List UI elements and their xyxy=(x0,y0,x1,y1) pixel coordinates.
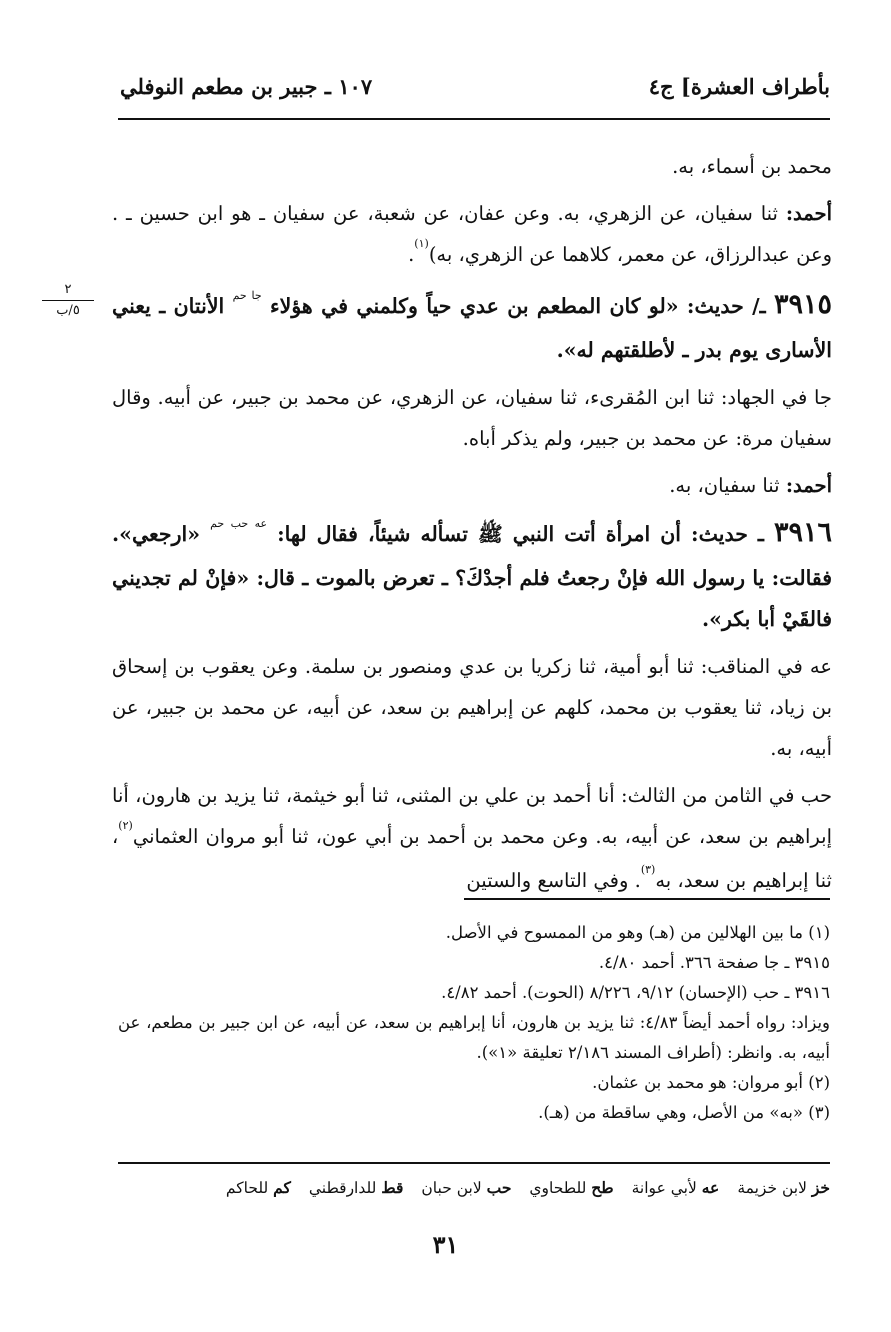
paragraph-text: عه في المناقب: ثنا أبو أمية، ثنا زكريا بن عدي ومنصور بن سلمة. وعن يعقوب بن إسحاق بن زياد، ثنا يعقوب بن محمد، كلهم عن إبراهيم بن سعد، عن أبيه، عن محمد بن جبير، عن أبيه، به. xyxy=(112,655,832,760)
header-chapter-title: ١٠٧ ـ جبير بن مطعم النوفلي xyxy=(120,73,373,99)
page-number: ٣١ xyxy=(432,1230,459,1259)
abbreviation-item xyxy=(737,1178,830,1197)
header-book-title: بأطراف العشرة] ج٤ xyxy=(648,73,830,99)
margin-folio-note xyxy=(42,282,94,319)
paragraph xyxy=(112,465,832,506)
abbreviation-meaning: لأبي عوانة xyxy=(631,1179,697,1197)
hadith-text-cont: الأنتان ـ يعني الأسارى يوم بدر ـ لأطلقتهم له». xyxy=(112,294,832,362)
hadith-text-cont: «ارجعي». فقالت: يا رسول الله فإنْ رجعتُ فلم أجدْكَ؟ ـ تعرض بالموت ـ قال: «فإنْ لم تجديني فالقَيْ أبا بكر». xyxy=(112,522,832,631)
paragraph xyxy=(112,377,832,459)
source-codes: عه حب حم xyxy=(210,517,268,530)
paragraph-text: جا في الجهاد: ثنا ابن المُقرىء، ثنا سفيان، عن الزهري، عن محمد بن جبير، عن أبيه. وقال سفيان مرة: عن محمد بن جبير، ولم يذكر أباه. xyxy=(112,386,832,450)
hadith-heading: ـ حديث: xyxy=(691,522,764,546)
source-label: أحمد: xyxy=(785,474,832,497)
margin-note-divider xyxy=(42,300,94,301)
abbreviation-rule xyxy=(118,1162,830,1164)
abbreviation-meaning: لابن حبان xyxy=(421,1179,482,1197)
abbreviation-item xyxy=(226,1178,291,1197)
margin-note-top: ٢ xyxy=(64,282,72,297)
header-rule xyxy=(118,118,830,120)
abbreviation-key xyxy=(118,1178,830,1197)
abbreviation-meaning: لابن خزيمة xyxy=(737,1179,807,1197)
punctuation: . xyxy=(408,243,415,266)
footnotes xyxy=(118,918,830,1128)
footnote: ويزاد: رواه أحمد أيضاً ٤/٨٣: ثنا يزيد بن هارون، أنا إبراهيم بن سعد، عن أبيه، عن ابن جبير بن مطعم، عن أبيه، به. وانظر: (أطراف المسند ٢/١٨٦ تعليقة «١»). xyxy=(118,1013,831,1062)
abbreviation-meaning: للطحاوي xyxy=(529,1179,587,1197)
source-label: أحمد: xyxy=(785,202,832,225)
paragraph-text: . وفي التاسع والستين xyxy=(466,869,641,892)
abbreviation-item xyxy=(529,1178,613,1197)
running-header xyxy=(120,68,830,104)
abbreviation-code: حب xyxy=(486,1178,512,1197)
hadith-number: ٣٩١٥ xyxy=(774,289,833,320)
main-text xyxy=(112,146,832,910)
hadith-text: «لو كان المطعم بن عدي حياً وكلمني في هؤلاء xyxy=(270,294,679,318)
hadith-3915 xyxy=(112,284,832,371)
paragraph-text: ثنا سفيان، به. xyxy=(669,474,780,497)
abbreviation-code: قط xyxy=(381,1178,404,1197)
abbreviation-code: خز xyxy=(811,1178,830,1197)
paragraph xyxy=(112,775,832,904)
paragraph-text: ، ثنا إبراهيم بن سعد، به xyxy=(112,825,832,892)
hadith-3916 xyxy=(112,512,832,640)
footnote: (٣) «به» من الأصل، وهي ساقطة من (هـ). xyxy=(538,1103,830,1122)
footnote: (١) ما بين الهلالين من (هـ) وهو من الممسوح في الأصل. xyxy=(445,923,830,942)
abbreviation-code: كم xyxy=(273,1178,291,1197)
paragraph-text: حب في الثامن من الثالث: أنا أحمد بن علي بن المثنى، ثنا أبو خيثمة، ثنا يزيد بن هارون، أنا إبراهيم بن سعد، عن أبيه، به. وعن محمد بن أحمد بن أبي عون، ثنا أبو مروان العثماني xyxy=(112,784,832,848)
footnote-ref: (٣) xyxy=(640,863,656,876)
paragraph-text: ثنا سفيان، عن الزهري، به. وعن عفان، عن شعبة، عن سفيان ـ هو ابن حسين ـ . وعن عبدالرزاق، عن معمر، كلاهما عن الزهري، به) xyxy=(112,202,832,266)
footnote-ref: (١) xyxy=(414,237,429,250)
abbreviation-item xyxy=(309,1178,404,1197)
margin-note-bottom: ٥/ب xyxy=(56,303,80,318)
paragraph xyxy=(112,146,832,187)
footnote: ٣٩١٥ ـ جا صفحة ٣٦٦. أحمد ٤/٨٠. xyxy=(598,953,830,972)
abbreviation-code: طح xyxy=(591,1178,614,1197)
footnote-ref: (٢) xyxy=(118,819,133,832)
source-codes: جا حم xyxy=(232,289,262,302)
abbreviation-meaning: للدارقطني xyxy=(308,1179,377,1197)
paragraph-text: محمد بن أسماء، به. xyxy=(672,155,832,178)
hadith-text: أن امرأة أتت النبي ﷺ تسأله شيئاً، فقال لها: xyxy=(277,522,681,546)
footnote: ٣٩١٦ ـ حب (الإحسان) ٩/١٢، ٨/٢٢٦ (الحوت). أحمد ٤/٨٢. xyxy=(441,983,830,1002)
paragraph xyxy=(112,193,832,278)
footnote-rule xyxy=(464,898,830,900)
footnote: (٢) أبو مروان: هو محمد بن عثمان. xyxy=(592,1073,830,1092)
abbreviation-meaning: للحاكم xyxy=(225,1179,269,1197)
abbreviation-code: عه xyxy=(701,1178,720,1197)
hadith-number: ٣٩١٦ xyxy=(773,517,832,548)
hadith-heading: ـ/ حديث: xyxy=(686,294,766,318)
paragraph xyxy=(112,646,832,769)
abbreviation-item xyxy=(421,1178,511,1197)
abbreviation-item xyxy=(632,1178,720,1197)
